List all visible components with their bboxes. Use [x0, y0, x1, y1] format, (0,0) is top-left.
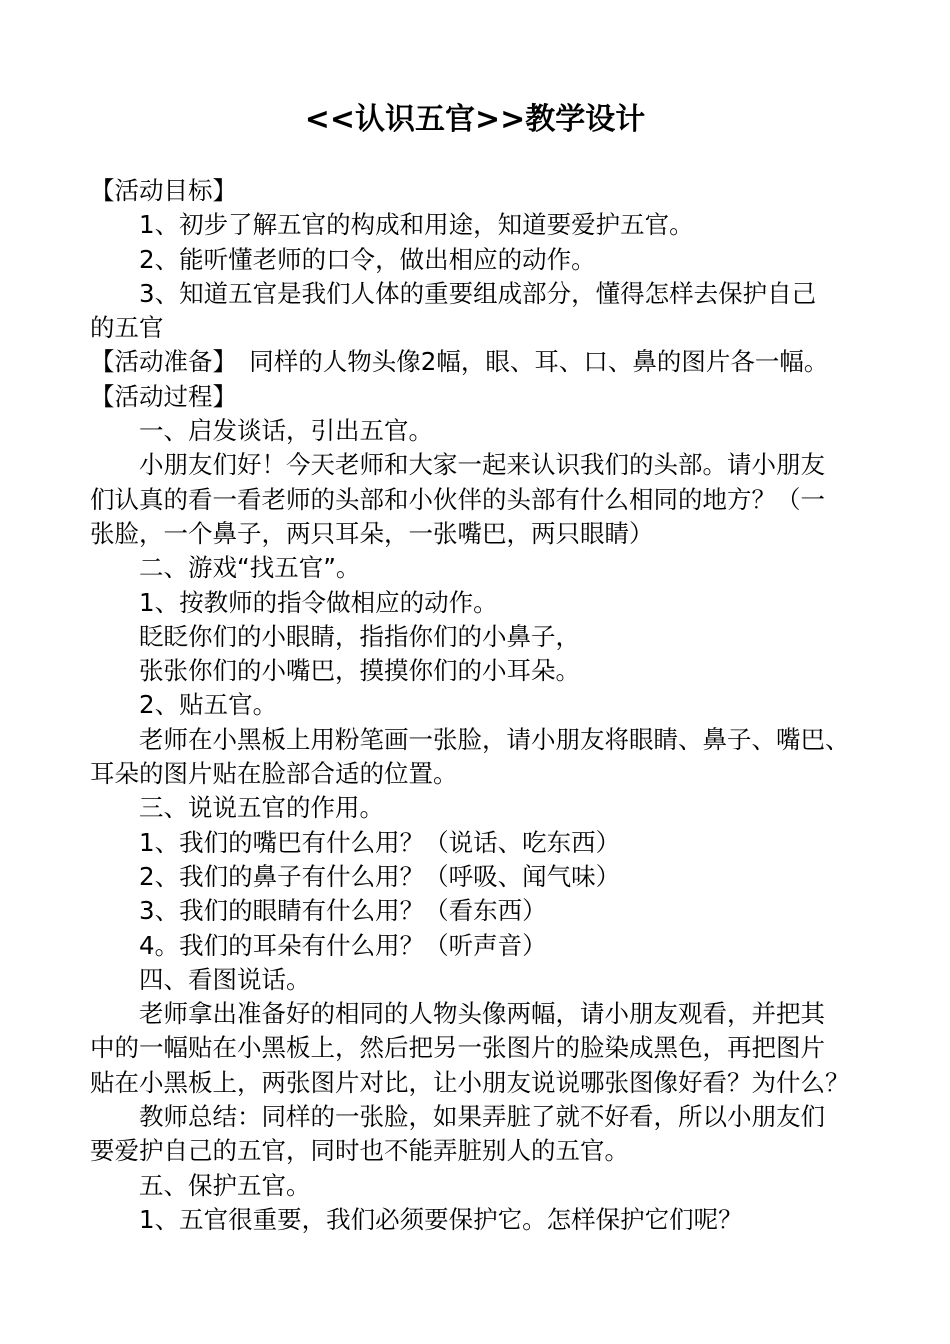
list-item: 1、按教师的指令做相应的动作。	[139, 587, 498, 617]
step-heading: 五、保护五官。	[139, 1170, 311, 1200]
goal-item-continuation: 的五官	[90, 313, 164, 343]
list-item: 1、我们的嘴巴有什么用？（说话、吃东西）	[139, 827, 621, 857]
paragraph-line: 教师总结：同样的一张脸，如果弄脏了就不好看，所以小朋友们	[139, 1102, 825, 1132]
list-item: 2、贴五官。	[139, 690, 278, 720]
step-heading: 三、说说五官的作用。	[139, 793, 384, 823]
section-heading-goals: 【活动目标】	[90, 176, 237, 205]
paragraph-line: 耳朵的图片贴在脸部合适的位置。	[90, 759, 458, 789]
list-item: 4。我们的耳朵有什么用？（听声音）	[139, 930, 547, 960]
paragraph-line: 们认真的看一看老师的头部和小伙伴的头部有什么相同的地方？（一	[90, 484, 825, 514]
list-item: 2、我们的鼻子有什么用？（呼吸、闻气味）	[139, 861, 621, 891]
paragraph-line: 小朋友们好！今天老师和大家一起来认识我们的头部。请小朋友	[139, 450, 825, 480]
section-heading-process: 【活动过程】	[90, 381, 237, 411]
list-item: 3、我们的眼睛有什么用？（看东西）	[139, 896, 547, 926]
document-body	[90, 174, 880, 1237]
paragraph-line: 老师拿出准备好的相同的人物头像两幅，请小朋友观看，并把其	[139, 999, 825, 1029]
goal-item: 1、初步了解五官的构成和用途，知道要爱护五官。	[139, 210, 694, 240]
step-heading: 二、游戏“找五官”。	[139, 553, 361, 583]
section-heading-preparation: 【活动准备】 同样的人物头像2幅，眼、耳、口、鼻的图片各一幅。	[90, 347, 829, 377]
step-heading: 一、启发谈话，引出五官。	[139, 416, 433, 446]
document-title: <<认识五官>>教学设计	[304, 102, 646, 137]
goal-item: 3、知道五官是我们人体的重要组成部分，懂得怎样去保护自己	[139, 278, 817, 308]
step-heading: 四、看图说话。	[139, 964, 311, 994]
paragraph-line: 眨眨你们的小眼睛，指指你们的小鼻子，	[139, 621, 580, 651]
goal-item: 2、能听懂老师的口令，做出相应的动作。	[139, 244, 596, 274]
paragraph-line: 中的一幅贴在小黑板上，然后把另一张图片的脸染成黑色，再把图片	[90, 1033, 825, 1063]
paragraph-line: 张张你们的小嘴巴，摸摸你们的小耳朵。	[139, 656, 580, 686]
paragraph-line: 贴在小黑板上，两张图片对比，让小朋友说说哪张图像好看？为什么？	[90, 1067, 850, 1097]
list-item: 1、五官很重要，我们必须要保护它。怎样保护它们呢？	[139, 1204, 743, 1234]
paragraph-line: 老师在小黑板上用粉笔画一张脸，请小朋友将眼睛、鼻子、嘴巴、	[139, 724, 850, 754]
paragraph-line: 张脸，一个鼻子，两只耳朵，一张嘴巴，两只眼睛）	[90, 518, 654, 548]
paragraph-line: 要爱护自己的五官，同时也不能弄脏别人的五官。	[90, 1136, 629, 1166]
